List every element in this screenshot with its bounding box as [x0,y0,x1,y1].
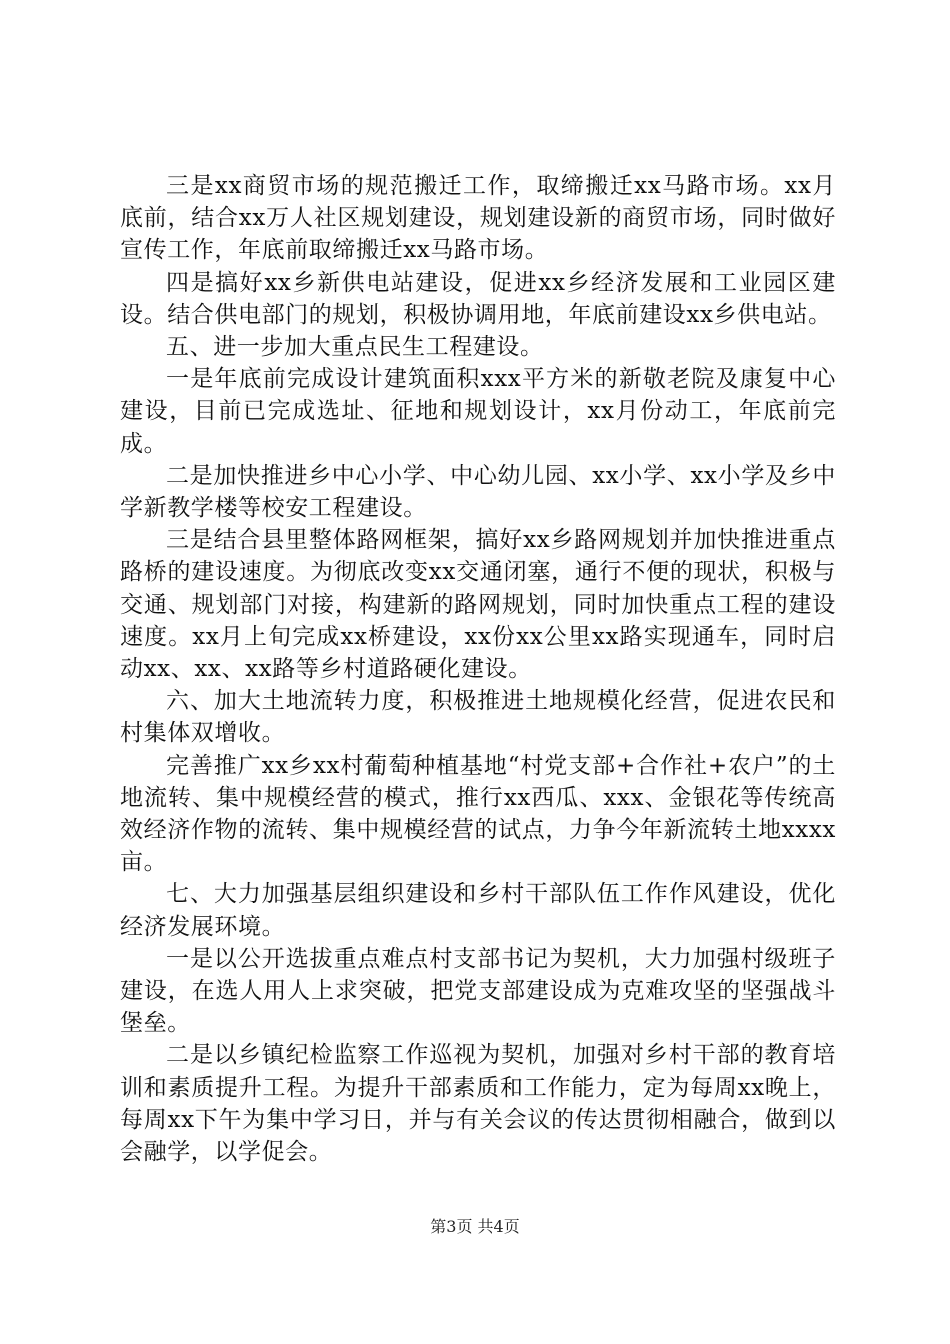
section-heading: 六、加大土地流转力度，积极推进土地规模化经营，促进农民和村集体双增收。 [120,688,836,747]
section-heading: 五、进一步加大重点民生工程建设。 [166,334,544,361]
document-body [120,170,836,1168]
paragraph: 一是年底前完成设计建筑面积xxx平方米的新敬老院及康复中心建设，目前已完成选址、征地和规划设计，xx月份动工，年底前完成。 [120,366,836,457]
section-heading: 七、大力加强基层组织建设和乡村干部队伍工作作风建设，优化经济发展环境。 [120,881,836,940]
paragraph: 三是xx商贸市场的规范搬迁工作，取缔搬迁xx马路市场。xx月底前，结合xx万人社区规划建设，规划建设新的商贸市场，同时做好宣传工作，年底前取缔搬迁xx马路市场。 [120,173,836,264]
paragraph: 一是以公开选拔重点难点村支部书记为契机，大力加强村级班子建设，在选人用人上求突破，把党支部建设成为克难攻坚的坚强战斗堡垒。 [120,945,836,1037]
page-number: 第3页 共4页 [430,1217,520,1236]
paragraph: 二是加快推进乡中心小学、中心幼儿园、xx小学、xx小学及乡中学新教学楼等校安工程建设。 [120,462,836,522]
paragraph: 二是以乡镇纪检监察工作巡视为契机，加强对乡村干部的教育培训和素质提升工程。为提升干部素质和工作能力，定为每周xx晚上，每周xx下午为集中学习日，并与有关会议的传达贯彻相融合，做到以会融学，以学促会。 [120,1042,836,1166]
paragraph: 完善推广xx乡xx村葡萄种植基地“村党支部+合作社+农户”的土地流转、集中规模经营的模式，推行xx西瓜、xxx、金银花等传统高效经济作物的流转、集中规模经营的试点，力争今年新流转土地xxxx亩。 [120,752,836,876]
paragraph: 三是结合县里整体路网框架，搞好xx乡路网规划并加快推进重点路桥的建设速度。为彻底改变xx交通闭塞，通行不便的现状，积极与交通、规划部门对接，构建新的路网规划，同时加快重点工程的建设速度。xx月上旬完成xx桥建设，xx份xx公里xx路实现通车，同时启动xx、xx、xx路等乡村道路硬化建设。 [120,527,836,683]
paragraph: 四是搞好xx乡新供电站建设，促进xx乡经济发展和工业园区建设。结合供电部门的规划，积极协调用地，年底前建设xx乡供电站。 [120,269,836,328]
